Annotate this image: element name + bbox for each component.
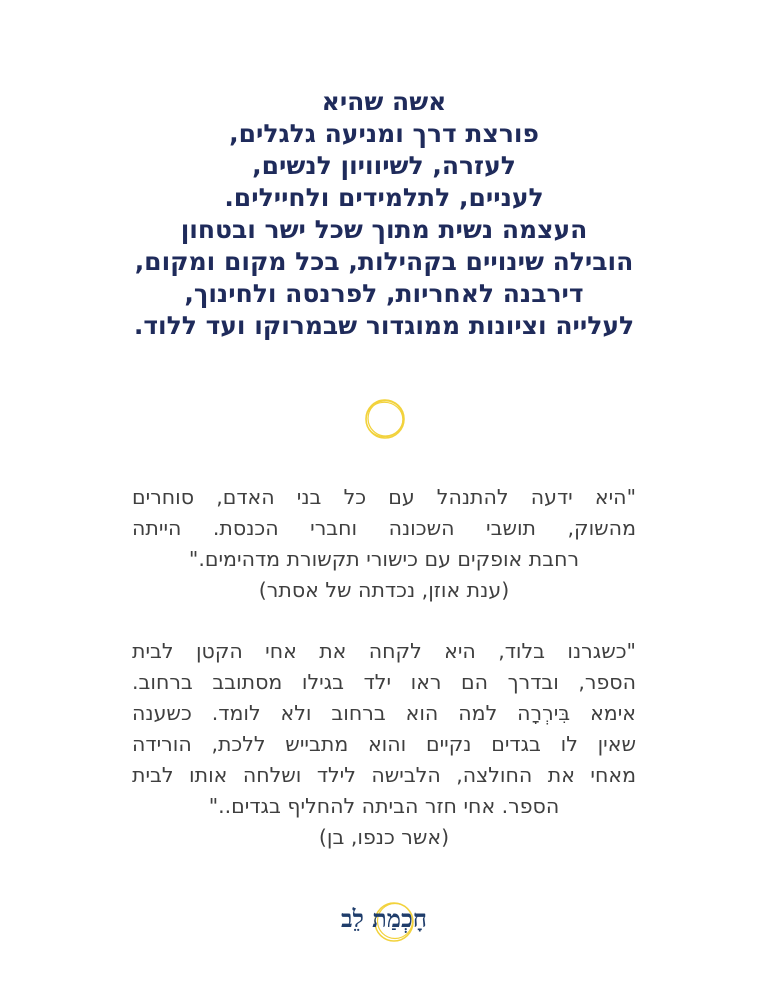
intro-poem xyxy=(100,86,668,342)
quote-line: הספר. אחי חזר הביתה להחליף בגדים.." xyxy=(208,794,560,818)
intro-line: לעלייה וציונות ממוגדור שבמרוקו ועד ללוד. xyxy=(133,311,635,340)
logo-text: חָכְמַת לֵב xyxy=(341,904,427,933)
quote-line: מאחי את החולצה, הלבישה לילד ושלחה אותו לבית xyxy=(132,763,636,787)
intro-line: הובילה שינויים בקהילות, בכל מקום ומקום, xyxy=(134,247,634,276)
logo xyxy=(332,898,436,946)
quote-line: רחבת אופקים עם כישורי תקשורת מדהימים." xyxy=(188,547,580,571)
intro-line: לעזרה, לשיוויון לנשים, xyxy=(252,151,516,180)
quote-block xyxy=(132,636,636,853)
quote-line: הספר, ובדרך הם ראו ילד בגילו מסתובב ברחוב. xyxy=(132,670,636,694)
circle-scribble-icon xyxy=(362,396,408,442)
quote-attribution: (אשר כנפו, בן) xyxy=(318,825,450,849)
quote-line: מהשוק, תושבי השכונה וחברי הכנסת. הייתה xyxy=(132,516,636,540)
quote-line: שאין לו בגדים נקיים והוא מתבייש ללכת, הורידה xyxy=(132,732,636,756)
quote-line: "כשגרנו בלוד, היא לקחה את אחי הקטן לבית xyxy=(132,639,636,663)
quote-block xyxy=(132,482,636,606)
intro-line: אשה שהיא xyxy=(321,87,447,116)
intro-line: העצמה נשית מתוך שכל ישר ובטחון xyxy=(180,215,588,244)
quote-line: אימא בִּירְרָה למה הוא ברחוב ולא לומד. כשענה xyxy=(132,701,636,725)
intro-line: לעניים, לתלמידים ולחיילים. xyxy=(224,183,544,212)
quote-attribution: (ענת אוזן, נכדתה של אסתר) xyxy=(258,578,510,602)
quote-line: "היא ידעה להתנהל עם כל בני האדם, סוחרים xyxy=(132,485,636,509)
intro-line: פורצת דרך ומניעה גלגלים, xyxy=(229,119,539,148)
intro-line: דירבנה לאחריות, לפרנסה ולחינוך, xyxy=(184,279,584,308)
